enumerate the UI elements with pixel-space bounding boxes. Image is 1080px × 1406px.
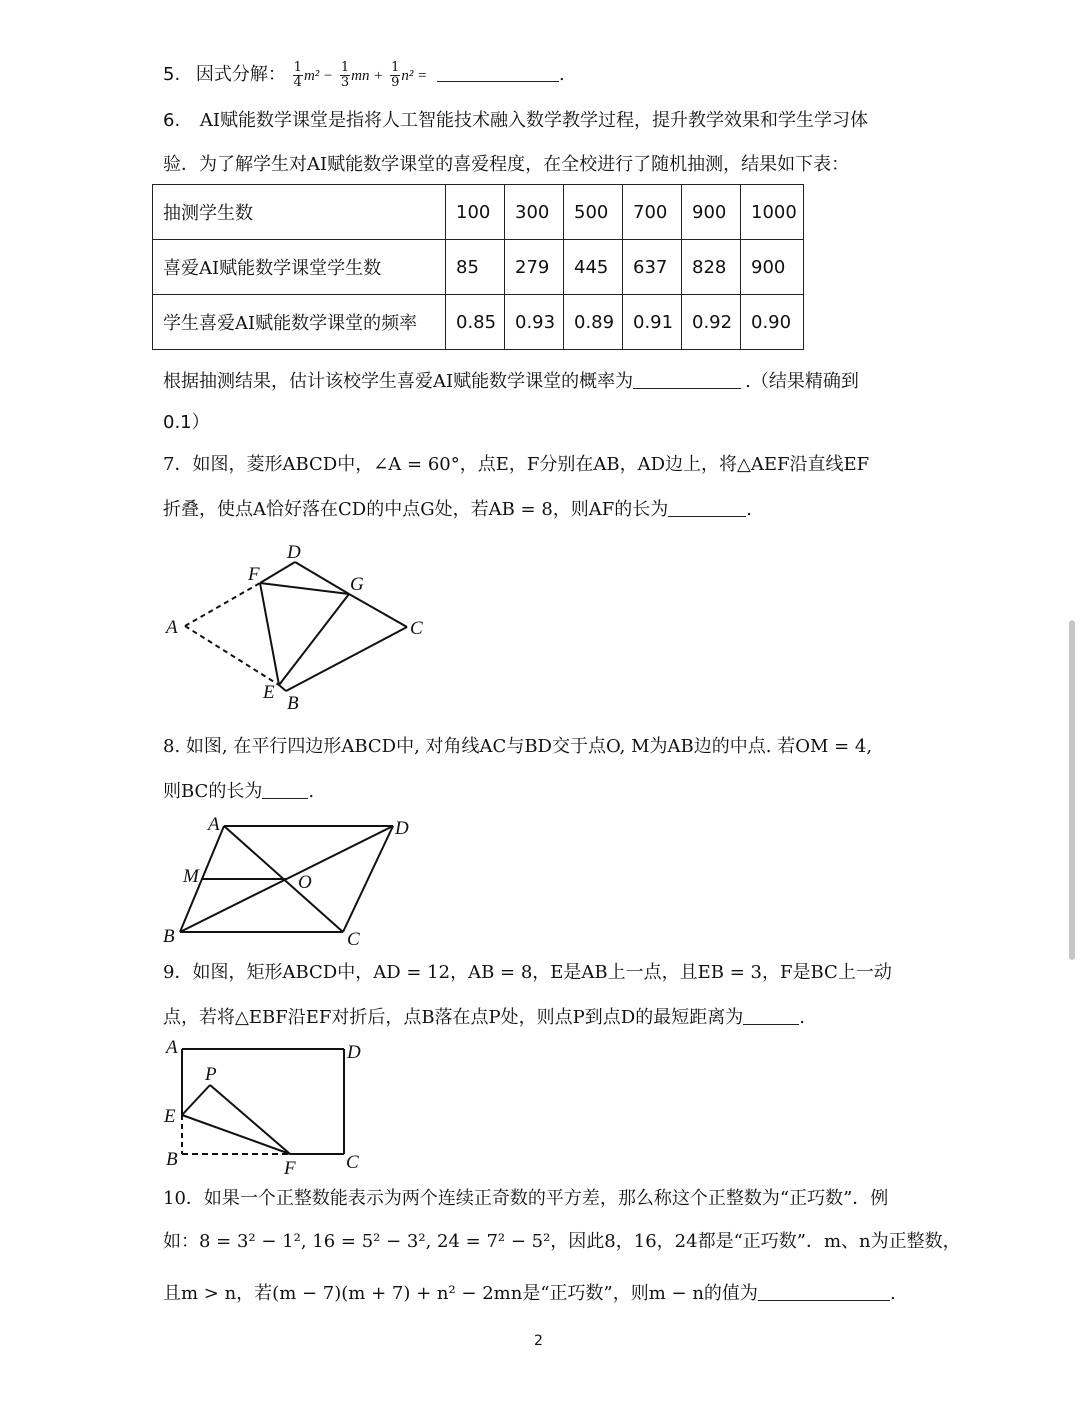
table-cell: 100 xyxy=(446,185,505,240)
table-row xyxy=(153,185,804,240)
segment-cb xyxy=(286,627,407,691)
point-label-o: O xyxy=(298,872,312,893)
table-cell: 0.89 xyxy=(564,295,623,350)
point-label-g: G xyxy=(350,574,364,595)
point-label-a: A xyxy=(166,617,178,638)
q5-term-3: n² = xyxy=(401,68,428,84)
table-row xyxy=(153,240,804,295)
segment-eg xyxy=(279,594,349,685)
table-row-label: 抽测学生数 xyxy=(153,185,446,240)
segment-be xyxy=(279,685,286,691)
table-row-label: 喜爱AI赋能数学课堂学生数 xyxy=(153,240,446,295)
segment-fe xyxy=(260,583,279,685)
q8-text-2: 则BC的长为 xyxy=(163,781,263,802)
point-label-b: B xyxy=(166,1149,178,1170)
point-label-b: B xyxy=(287,693,299,714)
q5-end: . xyxy=(559,64,565,85)
table-cell: 900 xyxy=(741,240,804,295)
point-label-c: C xyxy=(347,929,360,950)
point-label-p: P xyxy=(205,1064,217,1085)
point-label-c: C xyxy=(410,618,423,639)
q10-end: . xyxy=(889,1283,896,1304)
q10-line-1: 10．如果一个正整数能表示为两个连续正奇数的平方差，那么称这个正整数为“正巧数”．例 xyxy=(163,1188,889,1209)
side-dc xyxy=(343,826,393,932)
q9-line-1: 9．如图，矩形ABCD中，AD = 12，AB = 8，E是AB上一点，且EB = 3，F是BC上一动 xyxy=(163,962,892,983)
q9-rectangle-figure xyxy=(160,1036,380,1178)
segment-fd xyxy=(260,562,295,583)
table-cell: 637 xyxy=(623,240,682,295)
q8-line-1: 8. 如图, 在平行四边形ABCD中, 对角线AC与BD交于点O, M为AB边的中点. 若OM = 4, xyxy=(163,736,873,757)
table-cell: 900 xyxy=(682,185,741,240)
point-label-a: A xyxy=(166,1037,178,1058)
point-label-a: A xyxy=(208,814,220,835)
q7-end: . xyxy=(746,499,753,520)
q5-fraction-3: $\frac{1}{9}$ xyxy=(391,59,400,90)
table-cell: 0.90 xyxy=(741,295,804,350)
table-cell: 0.91 xyxy=(623,295,682,350)
segment-ae-dashed xyxy=(185,626,279,685)
q6-after-text: 根据抽测结果，估计该校学生喜爱AI赋能数学课堂的概率为 xyxy=(163,371,634,392)
q6-after-end: .（结果精确到 xyxy=(745,371,859,392)
segment-ep xyxy=(182,1085,210,1115)
q6-line-1 xyxy=(163,112,868,130)
point-label-e: E xyxy=(164,1106,176,1127)
table-cell: 0.93 xyxy=(505,295,564,350)
table-cell: 700 xyxy=(623,185,682,240)
point-label-c: C xyxy=(346,1152,359,1173)
table-cell: 279 xyxy=(505,240,564,295)
segment-fg xyxy=(260,583,349,594)
q8-parallelogram-figure xyxy=(160,810,420,950)
q7-text-2: 折叠，使点A恰好落在CD的中点G处，若AB = 8，则AF的长为 xyxy=(163,499,669,520)
segment-af-dashed xyxy=(185,583,260,626)
table-cell: 0.85 xyxy=(446,295,505,350)
point-label-b: B xyxy=(163,926,175,947)
q9-answer-blank[interactable] xyxy=(743,1006,799,1025)
q5-fraction-2: $\frac{1}{3}$ xyxy=(340,59,350,90)
q9-line-2 xyxy=(163,1006,805,1027)
q6-answer-blank[interactable] xyxy=(633,370,741,389)
q10-line-2: 如：8 = 3² − 1², 16 = 5² − 3², 24 = 7² − 5²，因此8，16，24都是“正巧数”．m、n为正整数， xyxy=(163,1231,961,1252)
scrollbar-thumb[interactable] xyxy=(1069,620,1075,960)
q5-term-1: m² − xyxy=(303,68,334,84)
table-cell: 828 xyxy=(682,240,741,295)
q5-term-2: mn + xyxy=(351,68,384,84)
table-cell: 500 xyxy=(564,185,623,240)
q5-fraction-1: $\frac{1}{4}$ xyxy=(293,59,302,90)
point-label-d: D xyxy=(287,542,301,563)
segment-pf xyxy=(210,1085,290,1154)
q6-line-2: 验．为了解学生对AI赋能数学课堂的喜爱程度，在全校进行了随机抽测，结果如下表： xyxy=(163,154,850,175)
q8-answer-blank[interactable] xyxy=(262,780,308,799)
q6-number: 6. xyxy=(163,110,181,131)
table-cell: 300 xyxy=(505,185,564,240)
q7-rhombus-figure xyxy=(160,540,440,715)
page-number: 2 xyxy=(534,1333,543,1349)
q8-end: . xyxy=(308,781,315,802)
q10-answer-blank[interactable] xyxy=(758,1282,890,1301)
point-label-d: D xyxy=(395,818,409,839)
q8-line-2 xyxy=(163,780,314,801)
q6-text-1: AI赋能数学课堂是指将人工智能技术融入数学教学过程，提升教学效果和学生学习体 xyxy=(199,110,869,131)
point-label-e: E xyxy=(263,682,275,703)
q5-label: 因式分解： xyxy=(195,64,286,85)
survey-table xyxy=(152,184,804,350)
segment-ef xyxy=(182,1115,290,1154)
q6-after-line-1 xyxy=(163,370,859,391)
point-label-d: D xyxy=(347,1042,361,1063)
q7-line-2 xyxy=(163,498,752,519)
table-row xyxy=(153,295,804,350)
q7-answer-blank[interactable] xyxy=(668,498,746,517)
q5-number: 5. xyxy=(163,64,181,85)
q6-after-line-2: 0.1） xyxy=(163,412,210,433)
q10-text-3: 且m > n，若(m − 7)(m + 7) + n² − 2mn是“正巧数”，则m − n的值为 xyxy=(163,1283,758,1304)
segment-gc xyxy=(349,594,407,627)
table-cell: 445 xyxy=(564,240,623,295)
point-label-f: F xyxy=(248,564,260,585)
table-cell: 0.92 xyxy=(682,295,741,350)
q5-line xyxy=(163,60,565,91)
q10-line-3 xyxy=(163,1282,896,1303)
q5-answer-blank[interactable] xyxy=(437,63,559,82)
q7-line-1: 7．如图，菱形ABCD中，∠A = 60°，点E，F分别在AB，AD边上，将△AEF沿直线EF xyxy=(163,454,870,475)
table-cell: 85 xyxy=(446,240,505,295)
point-label-f: F xyxy=(284,1158,296,1178)
point-label-m: M xyxy=(183,866,199,887)
q9-text-2: 点，若将△EBF沿EF对折后，点B落在点P处，则点P到点D的最短距离为 xyxy=(163,1007,744,1028)
q9-end: . xyxy=(799,1007,805,1028)
table-row-label: 学生喜爱AI赋能数学课堂的频率 xyxy=(153,295,446,350)
table-cell: 1000 xyxy=(741,185,804,240)
